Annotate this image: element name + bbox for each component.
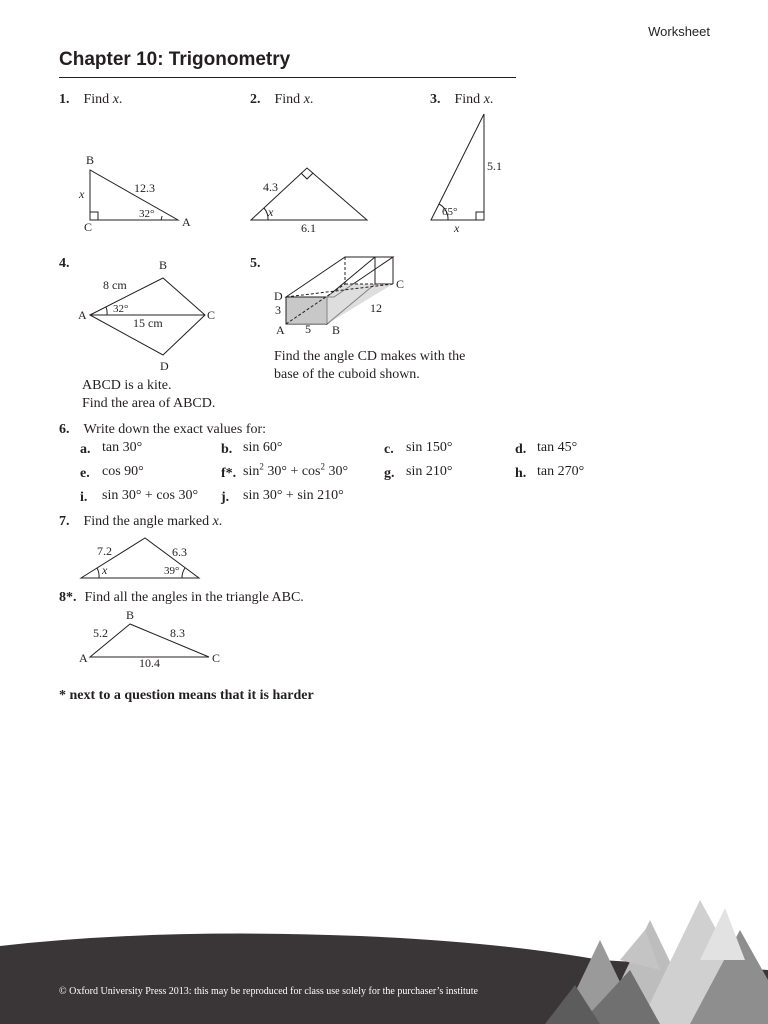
side-label-ac: 10.4 (139, 656, 160, 670)
figure-q2-triangle (245, 160, 375, 235)
width-label: 5 (305, 322, 311, 336)
part-c: c. sin 150° (384, 440, 453, 457)
chapter-title: Chapter 10: Trigonometry (59, 49, 291, 70)
footer-band (0, 900, 768, 1024)
part-a: a. tan 30° (80, 440, 143, 457)
part-b: b. sin 60° (221, 440, 283, 457)
vertex-label-b: B (86, 153, 95, 167)
angle-label-x: x (102, 563, 108, 577)
figure-q4-kite (75, 255, 225, 375)
vertex-label-b: B (332, 323, 341, 337)
question-number: 2. (250, 92, 261, 107)
part-e: e. cos 90° (80, 464, 144, 481)
figure-q1-triangle (70, 150, 210, 235)
vertex-label-c: C (84, 220, 93, 234)
part-g: g. sin 210° (384, 464, 453, 481)
question-text: Find the angle marked x. (83, 514, 223, 529)
question-number: 6. (59, 422, 70, 437)
question-3 (430, 90, 493, 108)
question-text: Find x. (274, 92, 314, 107)
height-label: 3 (275, 303, 281, 317)
side-label-left: 4.3 (263, 180, 278, 194)
vertex-label-a: A (276, 323, 285, 337)
figure-q5-cuboid (268, 252, 418, 342)
question-number: 8*. (59, 590, 77, 605)
vertex-label-c: C (207, 308, 216, 322)
vertex-label-c: C (212, 651, 221, 665)
diagonal-label-ac: 15 cm (133, 316, 163, 330)
length-label: 12 (370, 301, 382, 315)
part-i: i. sin 30° + cos 30° (80, 488, 199, 505)
angle-label-x: x (268, 205, 274, 219)
side-label-bc: 8.3 (170, 626, 185, 640)
question-text: Find x. (454, 92, 494, 107)
vertex-label-a: A (79, 651, 88, 665)
side-label-ab: 5.2 (93, 626, 108, 640)
question-7 (59, 512, 222, 530)
vertex-label-c: C (396, 277, 405, 291)
angle-label: 32° (139, 208, 155, 220)
vertex-label-a: A (78, 308, 87, 322)
side-label-left: 7.2 (97, 544, 112, 558)
side-label-right: 6.3 (172, 545, 187, 559)
vertex-label-a: A (182, 215, 191, 229)
side-label-hyp: 12.3 (134, 181, 155, 195)
part-d: d. tan 45° (515, 440, 578, 457)
side-label-ab: 8 cm (103, 278, 127, 292)
question-text: Find all the angles in the triangle ABC. (84, 590, 304, 605)
question-5-line-1: Find the angle CD makes with the (274, 349, 466, 364)
title-rule (59, 77, 516, 78)
vertex-label-b: B (126, 608, 135, 622)
question-5-line-2: base of the cuboid shown. (274, 367, 420, 382)
side-label-base: 6.1 (301, 221, 316, 235)
question-text: Write down the exact values for: (83, 422, 267, 437)
question-number: 7. (59, 514, 70, 529)
question-number: 1. (59, 92, 70, 107)
question-8 (59, 588, 304, 606)
question-4-line-1: ABCD is a kite. (82, 378, 172, 393)
worksheet-label: Worksheet (648, 24, 710, 39)
question-6 (59, 420, 266, 438)
question-4-line-2: Find the area of ABCD. (82, 396, 216, 411)
side-label-x: x (79, 187, 85, 201)
question-5-number: 5. (250, 256, 261, 271)
angle-label: 32° (113, 303, 129, 315)
part-f: f*. $\sin^2 30^\circ + \cos^2 30^\circ$ (221, 461, 349, 481)
part-h: h. tan 270° (515, 464, 585, 481)
vertex-label-d: D (160, 359, 169, 373)
question-number: 3. (430, 92, 441, 107)
side-label: 5.1 (487, 159, 502, 173)
question-1 (59, 90, 122, 108)
copyright-footer: © Oxford University Press 2013: this may be reproduced for class use solely for the purchaser’s institute (59, 986, 478, 997)
figure-q8-triangle (78, 607, 228, 671)
angle-label: 65° (442, 206, 458, 218)
figure-q3-triangle (425, 108, 515, 236)
harder-note: * next to a question means that it is harder (59, 688, 314, 703)
question-2 (250, 90, 313, 108)
vertex-label-b: B (159, 258, 168, 272)
question-4-number: 4. (59, 256, 70, 271)
vertex-label-d: D (274, 289, 283, 303)
figure-q7-triangle (78, 535, 208, 585)
part-j: j. sin 30° + sin 210° (221, 488, 344, 505)
question-text: Find x. (83, 92, 123, 107)
side-label-x: x (454, 221, 460, 235)
angle-label: 39° (164, 565, 180, 577)
